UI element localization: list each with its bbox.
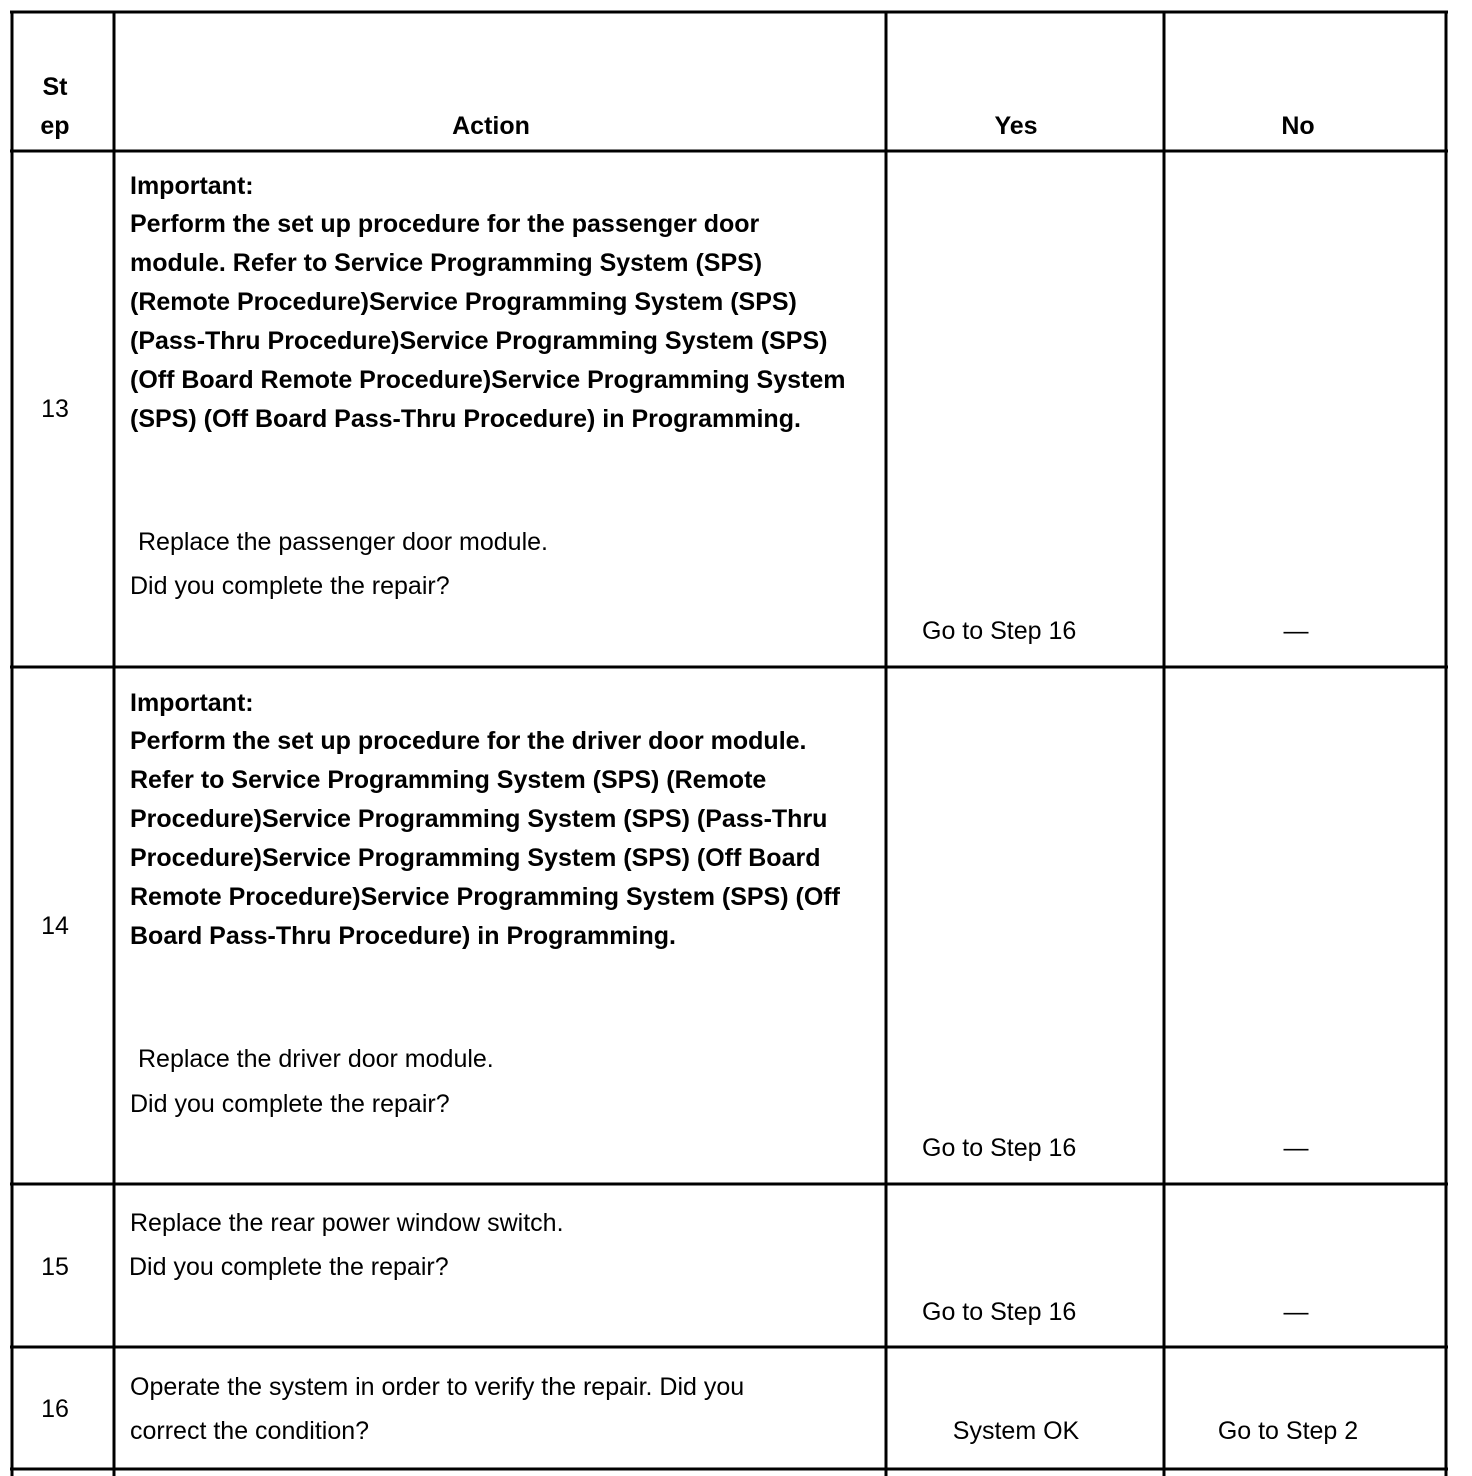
action-text: Replace the passenger door module. bbox=[138, 528, 548, 556]
important-note: Perform the set up procedure for the passenger door module. Refer to Service Programming System (SPS) (Remote Procedure)Service Programming System (SPS) (Pass-Thru Procedure)Service Programming System (SPS) (Off Board Remote Procedure)Service Programming System (SPS) (Off Board Pass-Thru Procedure) in Programming. bbox=[130, 210, 846, 433]
action-text-line1: Operate the system in order to verify the repair. Did you bbox=[130, 1373, 745, 1401]
step-number: 15 bbox=[41, 1253, 69, 1281]
yes-result: Go to Step 16 bbox=[922, 617, 1077, 645]
question-text: Did you complete the repair? bbox=[130, 1090, 450, 1118]
action-text: Replace the driver door module. bbox=[138, 1045, 494, 1073]
header-yes: Yes bbox=[994, 112, 1038, 140]
header-step-line2: ep bbox=[40, 112, 70, 140]
question-text: Did you complete the repair? bbox=[129, 1253, 449, 1281]
yes-result: System OK bbox=[952, 1417, 1080, 1445]
no-result: — bbox=[1283, 1298, 1309, 1326]
yes-result: Go to Step 16 bbox=[922, 1134, 1077, 1162]
step-number: 13 bbox=[41, 395, 69, 423]
important-label: Important: bbox=[130, 172, 254, 200]
yes-result: Go to Step 16 bbox=[922, 1298, 1077, 1326]
question-text: Did you complete the repair? bbox=[130, 572, 450, 600]
no-result: — bbox=[1283, 1134, 1309, 1162]
no-result: Go to Step 2 bbox=[1217, 1417, 1359, 1445]
step-number: 14 bbox=[41, 912, 69, 940]
action-text-line2: correct the condition? bbox=[130, 1417, 370, 1445]
header-no: No bbox=[1281, 112, 1315, 140]
header-action: Action bbox=[452, 112, 530, 140]
important-label: Important: bbox=[130, 689, 254, 717]
important-note: Perform the set up procedure for the driver door module. Refer to Service Programming System (SPS) (Remote Procedure)Service Programming System (SPS) (Pass-Thru Procedure)Service Programming System (SPS) (Off Board Remote Procedure)Service Programming System (SPS) (Off Board Pass-Thru Procedure) in Programming. bbox=[130, 727, 840, 950]
header-step-line1: St bbox=[42, 73, 68, 101]
action-text: Replace the rear power window switch. bbox=[130, 1209, 564, 1237]
step-number: 16 bbox=[41, 1395, 69, 1423]
no-result: — bbox=[1283, 617, 1309, 645]
